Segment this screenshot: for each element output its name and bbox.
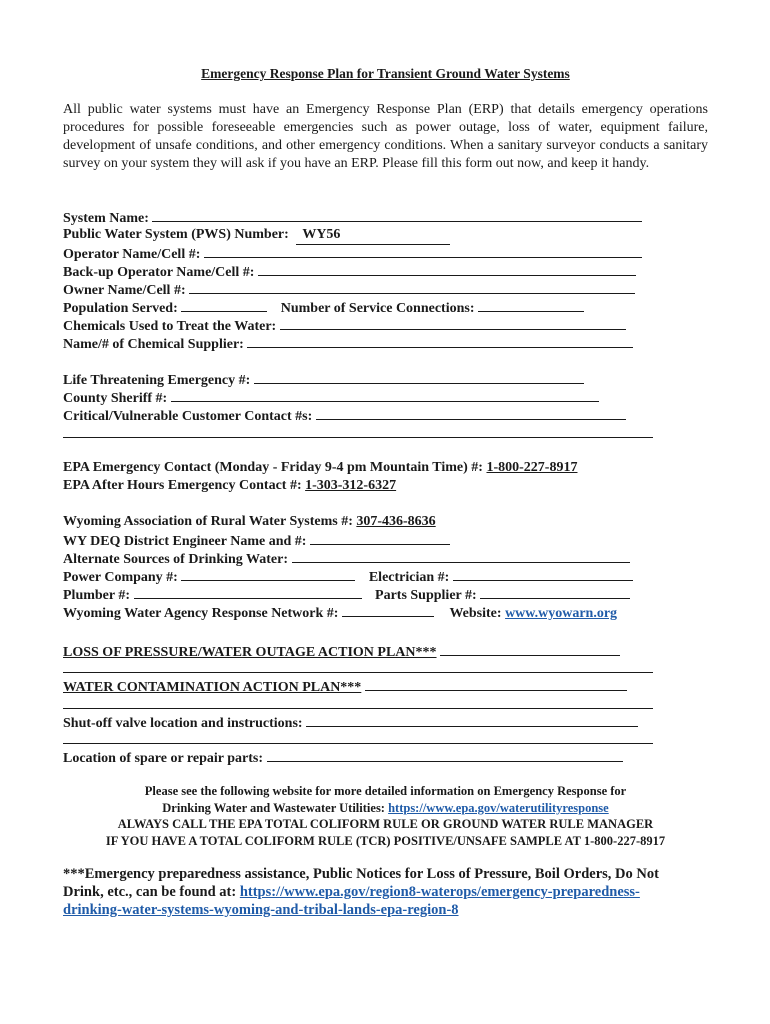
deq-row <box>63 531 450 551</box>
shutoff-label: Shut-off valve location and instructions: <box>63 716 303 731</box>
notice-line-2 <box>63 800 708 817</box>
notice-line-4: IF YOU HAVE A TOTAL COLIFORM RULE (TCR) POSITIVE/UNSAFE SAMPLE AT 1-800-227-8917 <box>105 833 666 848</box>
chemical-supplier-field[interactable] <box>247 334 633 348</box>
epa-after-hours-phone: 1-303-312-6327 <box>305 478 397 493</box>
network-row <box>63 603 617 623</box>
wy-assoc-phone: 307-436-8636 <box>356 514 436 529</box>
contamination-heading: WATER CONTAMINATION ACTION PLAN*** <box>63 680 362 695</box>
parts-label: Parts Supplier #: <box>375 588 477 603</box>
life-threatening-row <box>63 370 584 390</box>
plumber-row <box>63 585 630 605</box>
epa-region8-link[interactable]: https://www.epa.gov/region8-waterops/emergency-preparedness- <box>239 884 640 900</box>
chemicals-label: Chemicals Used to Treat the Water: <box>63 319 277 334</box>
backup-operator-row <box>63 262 636 282</box>
population-label: Population Served: <box>63 301 178 316</box>
backup-operator-field[interactable] <box>258 262 636 276</box>
loss-pressure-field[interactable] <box>440 642 620 656</box>
critical-contacts-extra-line[interactable] <box>63 436 653 438</box>
notice-block <box>63 783 708 849</box>
notice-line-2-text: Drinking Water and Wastewater Utilities: <box>162 800 385 815</box>
chemicals-row <box>63 316 626 336</box>
footer-block <box>63 865 703 919</box>
owner-field[interactable] <box>189 280 635 294</box>
system-name-field[interactable] <box>152 208 642 222</box>
alt-sources-row <box>63 549 630 569</box>
pws-number-value: WY56 <box>302 227 341 242</box>
chemicals-field[interactable] <box>280 316 626 330</box>
operator-row <box>63 244 642 264</box>
population-row <box>63 298 584 318</box>
connections-field[interactable] <box>478 298 584 312</box>
epa-after-hours-label: EPA After Hours Emergency Contact #: <box>63 478 302 493</box>
population-field[interactable] <box>181 298 267 312</box>
sheriff-row <box>63 388 599 408</box>
deq-label: WY DEQ District Engineer Name and #: <box>63 534 307 549</box>
operator-label: Operator Name/Cell #: <box>63 247 201 262</box>
epa-utility-link[interactable]: https://www.epa.gov/waterutilityresponse <box>388 800 609 815</box>
chemical-supplier-label: Name/# of Chemical Supplier: <box>63 337 244 352</box>
spare-parts-row <box>63 748 623 768</box>
plumber-label: Plumber #: <box>63 588 131 603</box>
chemical-supplier-row <box>63 334 633 354</box>
alt-sources-label: Alternate Sources of Drinking Water: <box>63 552 289 567</box>
connections-label: Number of Service Connections: <box>280 301 475 316</box>
loss-pressure-extra-line[interactable] <box>63 671 653 673</box>
document-title: Emergency Response Plan for Transient Ground Water Systems <box>201 66 570 81</box>
loss-pressure-heading: LOSS OF PRESSURE/WATER OUTAGE ACTION PLAN*** <box>63 645 437 660</box>
contamination-field[interactable] <box>365 677 627 691</box>
critical-contacts-label: Critical/Vulnerable Customer Contact #s: <box>63 409 313 424</box>
intro-paragraph: All public water systems must have an Emergency Response Plan (ERP) that details emergency operations procedures for possible foreseeable emergencies such as power outage, loss of water, equipment failure, development of unsafe conditions, and other emergency conditions. When a sanitary surveyor conducts a sanitary survey on your system they will ask if you have an ERP. Please fill this form out now, and keep it handy. <box>63 102 708 171</box>
sheriff-label: County Sheriff #: <box>63 391 168 406</box>
notice-line-3: ALWAYS CALL THE EPA TOTAL COLIFORM RULE OR GROUND WATER RULE MANAGER <box>117 817 654 831</box>
contamination-extra-line[interactable] <box>63 707 653 709</box>
deq-field[interactable] <box>310 531 450 545</box>
life-threatening-label: Life Threatening Emergency #: <box>63 373 251 388</box>
pws-number-field[interactable] <box>296 226 450 245</box>
spare-parts-label: Location of spare or repair parts: <box>63 751 264 766</box>
website-link[interactable]: www.wyowarn.org <box>505 606 618 621</box>
power-row <box>63 567 633 587</box>
epa-contact-row <box>63 459 577 477</box>
footer-line-2-text: Drink, etc., can be found at: <box>63 884 237 900</box>
system-name-row <box>63 208 642 228</box>
network-field[interactable] <box>342 603 434 617</box>
contamination-row <box>63 677 627 697</box>
notice-line-1: Please see the following website for more detailed information on Emergency Response for <box>144 784 627 798</box>
critical-contacts-field[interactable] <box>316 406 626 420</box>
parts-field[interactable] <box>480 585 630 599</box>
owner-row <box>63 280 635 300</box>
epa-after-hours-row <box>63 477 396 495</box>
backup-operator-label: Back-up Operator Name/Cell #: <box>63 265 255 280</box>
shutoff-field[interactable] <box>306 713 638 727</box>
operator-field[interactable] <box>204 244 642 258</box>
epa-contact-label: EPA Emergency Contact (Monday - Friday 9-4 pm Mountain Time) #: <box>63 460 483 475</box>
spare-parts-field[interactable] <box>267 748 623 762</box>
pws-number-label: Public Water System (PWS) Number: <box>63 227 289 242</box>
network-label: Wyoming Water Agency Response Network #: <box>63 606 339 621</box>
sheriff-field[interactable] <box>171 388 599 402</box>
pws-number-row <box>63 226 450 245</box>
footer-line-1: ***Emergency preparedness assistance, Public Notices for Loss of Pressure, Boil Orders, Do Not <box>63 866 659 882</box>
wy-assoc-label: Wyoming Association of Rural Water Systems #: <box>63 514 353 529</box>
power-field[interactable] <box>181 567 355 581</box>
alt-sources-field[interactable] <box>292 549 630 563</box>
epa-contact-phone: 1-800-227-8917 <box>486 460 578 475</box>
plumber-field[interactable] <box>134 585 362 599</box>
wy-assoc-row <box>63 513 436 531</box>
electrician-field[interactable] <box>453 567 633 581</box>
critical-contacts-row <box>63 406 626 426</box>
electrician-label: Electrician #: <box>368 570 450 585</box>
power-label: Power Company #: <box>63 570 178 585</box>
owner-label: Owner Name/Cell #: <box>63 283 186 298</box>
footer-line-2 <box>63 883 703 901</box>
epa-region8-link-continued[interactable]: drinking-water-systems-wyoming-and-tribal-lands-epa-region-8 <box>63 902 459 918</box>
footer-line-3 <box>63 901 703 919</box>
website-label: Website: <box>449 606 502 621</box>
shutoff-row <box>63 713 638 733</box>
system-name-label: System Name: <box>63 211 149 226</box>
shutoff-extra-line[interactable] <box>63 742 653 744</box>
loss-pressure-row <box>63 642 620 662</box>
life-threatening-field[interactable] <box>254 370 584 384</box>
